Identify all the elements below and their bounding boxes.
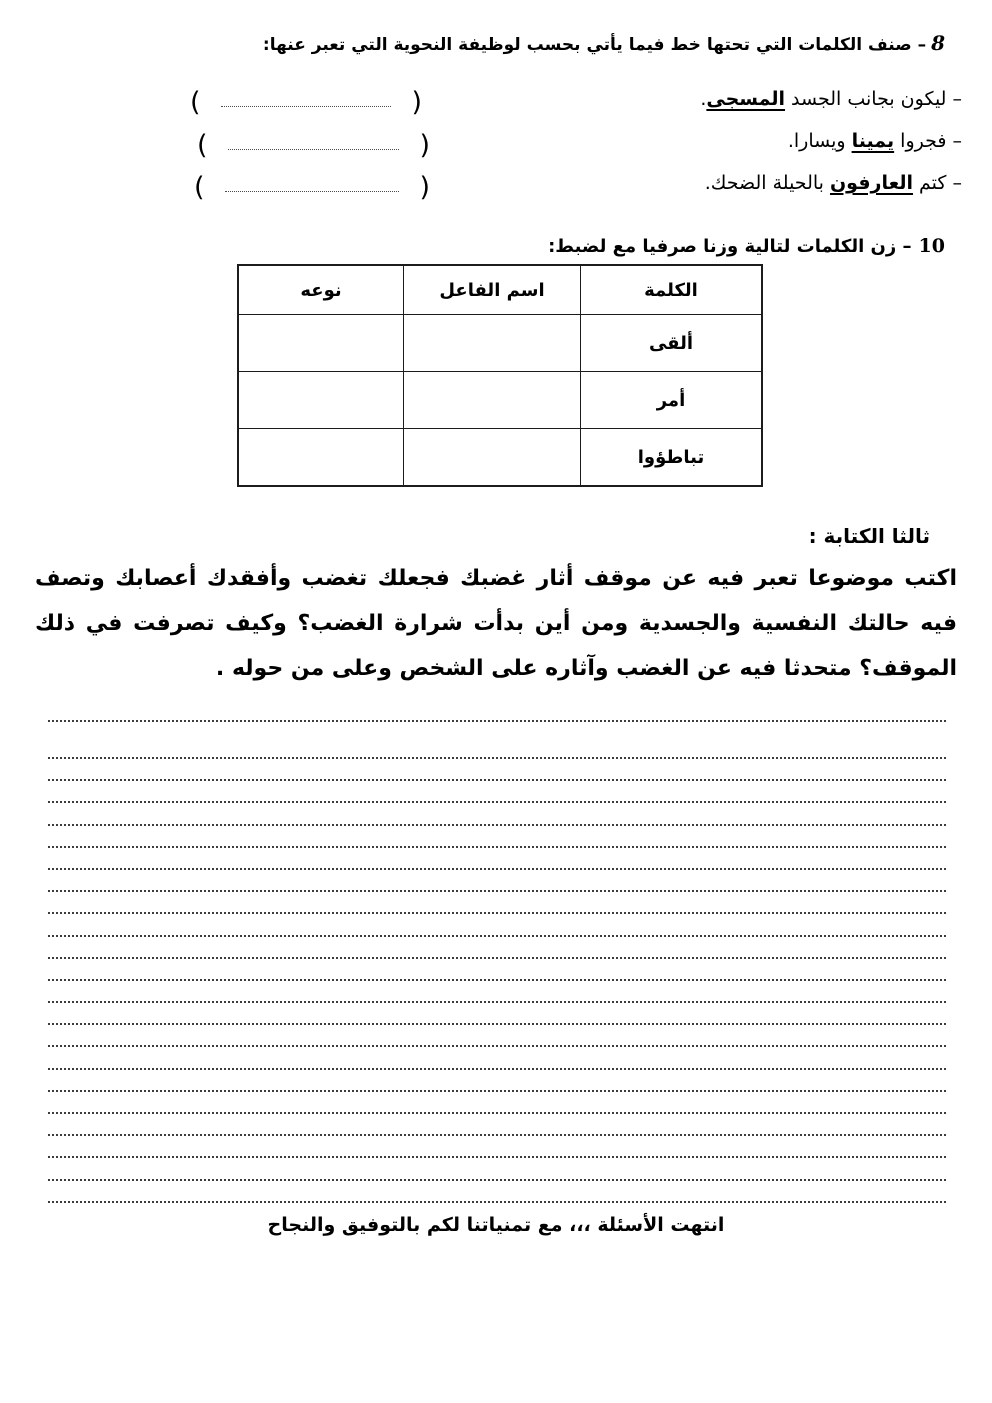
table-header-active-participle: اسم الفاعل — [404, 265, 581, 315]
q8-answer-blank-1 — [190, 87, 422, 118]
table-header-word: الكلمة — [581, 265, 763, 315]
open-paren: ( — [194, 172, 205, 203]
writing-line — [48, 1090, 946, 1092]
close-paren: ) — [419, 130, 430, 161]
q8-answer-blank-3 — [194, 172, 430, 203]
table-cell-answer-empty — [404, 429, 581, 487]
question-10-header — [548, 235, 945, 257]
writing-line — [48, 1112, 946, 1114]
q8-sentence-3-pre: – كتم — [912, 172, 962, 194]
table-cell-answer-empty — [404, 372, 581, 429]
q8-sentence-1-post: . — [700, 88, 707, 110]
writing-line — [48, 1201, 946, 1203]
question-8-header — [263, 31, 945, 55]
question-10-number: 10 — [918, 235, 945, 257]
open-paren: ( — [190, 87, 201, 118]
question-10-title: – زن الكلمات لتالية وزنا صرفيا مع لضبط: — [548, 236, 912, 257]
end-of-questions-footer: انتهت الأسئلة ،،، مع تمنياتنا لكم بالتوفيق والنجاح — [267, 1214, 725, 1236]
table-cell-answer-empty — [404, 315, 581, 372]
writing-line — [48, 890, 946, 892]
writing-line — [48, 957, 946, 959]
close-paren: ) — [419, 172, 430, 203]
writing-line — [48, 1045, 946, 1047]
writing-lines — [48, 700, 946, 1203]
q8-sentence-3-underlined-word: العارفون — [829, 172, 913, 194]
table-cell-word: تباطؤوا — [581, 429, 763, 487]
close-paren: ) — [411, 87, 422, 118]
table-cell-answer-empty — [238, 372, 404, 429]
q8-sentence-1 — [700, 88, 962, 110]
question-8-number: 8 — [931, 31, 945, 55]
writing-line — [48, 757, 946, 759]
table-cell-word: ألقى — [581, 315, 763, 372]
dotted-answer-line — [228, 149, 400, 150]
writing-line — [48, 979, 946, 981]
q8-answer-blank-2 — [197, 130, 430, 161]
open-paren: ( — [197, 130, 208, 161]
writing-line — [48, 868, 946, 870]
q8-sentence-2-pre: – فجروا — [894, 130, 962, 152]
writing-line — [48, 912, 946, 914]
writing-line — [48, 1134, 946, 1136]
q10-morphology-table — [237, 264, 763, 487]
table-row — [238, 372, 762, 429]
table-row — [238, 429, 762, 487]
writing-line — [48, 846, 946, 848]
q8-sentence-3 — [705, 172, 962, 194]
q8-sentence-1-underlined-word: المسجى — [706, 88, 786, 110]
q8-sentence-2 — [788, 130, 962, 152]
q8-sentence-1-pre: – ليكون بجانب الجسد — [785, 88, 962, 110]
q8-sentence-2-post: ويسارا. — [787, 130, 852, 152]
writing-prompt-paragraph: اكتب موضوعا تعبر فيه عن موقف أثار غضبك فجعلك تغضب وأفقدك أعصابك وتصف فيه حالتك النفسية والجسدية ومن أين بدأت شرارة الغضب؟ وكيف تصرفت في ذلك الموقف؟ متحدثا فيه عن الغضب وآثاره على الشخص وعلى من حوله . — [35, 566, 957, 681]
writing-line — [48, 720, 946, 722]
writing-line — [48, 824, 946, 826]
table-cell-answer-empty — [238, 429, 404, 487]
writing-line — [48, 935, 946, 937]
writing-line — [48, 1023, 946, 1025]
writing-section-heading: ثالثا الكتابة : — [808, 524, 930, 548]
q8-sentence-2-underlined-word: يمينا — [851, 130, 895, 152]
dotted-answer-line — [221, 106, 392, 107]
question-8-title: – صنف الكلمات التي تحتها خط فيما يأتي بحسب لوظيفة النحوية التي تعبر عنها: — [262, 35, 927, 55]
writing-line — [48, 1001, 946, 1003]
writing-line — [48, 801, 946, 803]
q8-sentence-3-post: بالحيلة الضحك. — [704, 172, 830, 194]
table-cell-answer-empty — [238, 315, 404, 372]
writing-line — [48, 1156, 946, 1158]
table-row — [238, 315, 762, 372]
table-header-row — [238, 265, 762, 315]
writing-line — [48, 1179, 946, 1181]
dotted-answer-line — [225, 191, 400, 192]
writing-line — [48, 1068, 946, 1070]
table-cell-word: أمر — [581, 372, 763, 429]
writing-line — [48, 779, 946, 781]
table-header-type: نوعه — [238, 265, 404, 315]
